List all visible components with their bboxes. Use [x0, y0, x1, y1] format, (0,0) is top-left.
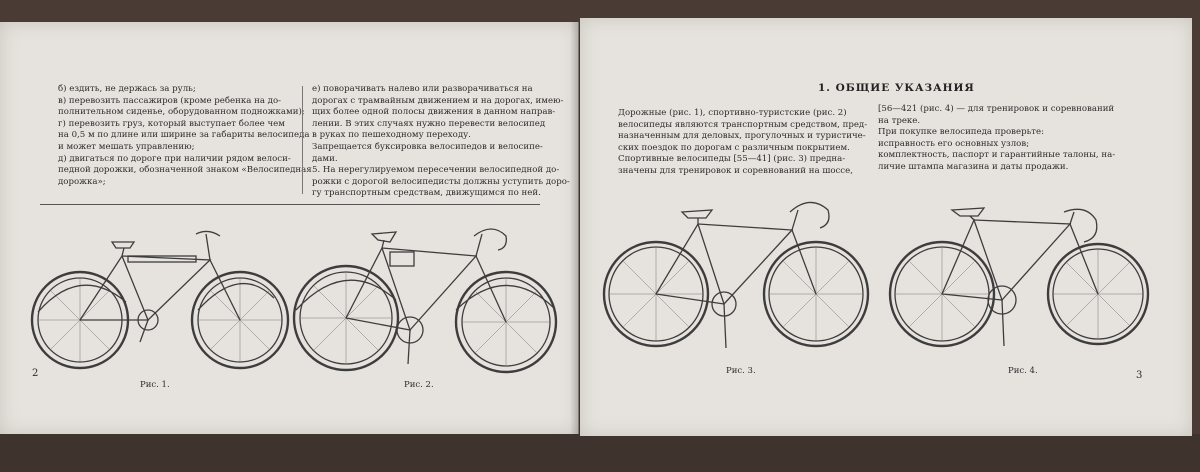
text-line: комплектность, паспорт и гарантийные талоны, на-: [878, 150, 1116, 161]
right-text-column-2: [878, 104, 1115, 174]
figure-caption: Рис. 1.: [140, 380, 170, 390]
figure-caption: Рис. 2.: [404, 380, 434, 390]
text-line: Спортивные велосипеды [55—41] (рис. 3) предна-: [618, 154, 846, 165]
text-line: г) перевозить груз, который выступает более чем: [58, 118, 285, 129]
touring-bicycle-illustration-fig2: [292, 218, 562, 378]
background-table: [0, 434, 1200, 472]
text-line: на треке.: [878, 115, 921, 126]
text-line: рожки с дорогой велосипедисты должны уступить доро-: [312, 176, 570, 187]
text-line: в руках по пешеходному переходу.: [312, 130, 471, 141]
text-line: значены для тренировок и соревнований на шоссе,: [618, 165, 853, 176]
text-line: дорожка»;: [58, 176, 106, 187]
text-line: е) поворачивать налево или разворачиваться на: [312, 84, 533, 94]
text-line: гу транспортным средствам, движущимся по ней.: [312, 188, 541, 199]
text-line: [56—421 (рис. 4) — для тренировок и соревнований: [878, 104, 1115, 114]
text-line: При покупке велосипеда проверьте:: [878, 127, 1045, 138]
text-line: исправность его основных узлов;: [878, 138, 1030, 149]
text-line: личие штампа магазина и даты продажи.: [878, 161, 1069, 172]
column-divider: [302, 86, 303, 194]
page-number: 2: [32, 368, 39, 379]
text-line: велосипеды являются транспортным средством, пред-: [618, 119, 868, 130]
text-line: дорогах с трамвайным движением и на дорогах, имею-: [312, 95, 564, 106]
left-text-column-1: [58, 84, 312, 188]
text-line: Дорожные (рис. 1), спортивно-туристские (рис. 2): [618, 108, 847, 118]
page-number: 3: [1136, 370, 1143, 381]
text-line: и может мешать управлению;: [58, 141, 195, 152]
right-text-column-1: [618, 108, 867, 178]
text-line: 5. На нерегулируемом пересечении велосипедной до-: [312, 165, 560, 176]
section-heading: 1. ОБЩИЕ УКАЗАНИЯ: [818, 82, 975, 94]
text-line: д) двигаться по дороге при наличии рядом велоси-: [58, 153, 291, 164]
sport-road-bicycle-illustration-fig3: [602, 190, 872, 360]
text-line: Запрещается буксировка велосипедов и велосипе-: [312, 141, 543, 152]
text-line: в) перевозить пассажиров (кроме ребенка на до-: [58, 95, 282, 106]
figure-caption: Рис. 3.: [726, 366, 756, 376]
text-line: щих более одной полосы движения в данном направ-: [312, 107, 556, 118]
text-line: полнительном сиденье, оборудованном подножками);: [58, 107, 305, 118]
text-line: педной дорожки, обозначенной знаком «Велосипедная: [58, 165, 312, 176]
road-bicycle-illustration-fig1: [30, 212, 290, 372]
text-line: лении. В этих случаях нужно перевести велосипед: [312, 118, 546, 129]
left-page: [0, 22, 579, 434]
text-line: назначенным для деловых, прогулочных и туристиче-: [618, 131, 866, 142]
text-line: б) ездить, не держась за руль;: [58, 84, 196, 94]
text-line: ских поездок по дорогам с различным покрытием.: [618, 142, 850, 153]
text-line: на 0,5 м по длине или ширине за габариты велосипеда: [58, 130, 310, 141]
left-text-column-2: [312, 84, 570, 200]
figure-caption: Рис. 4.: [1008, 366, 1038, 376]
right-page: [580, 18, 1192, 436]
horizontal-rule: [40, 204, 540, 205]
text-line: дами.: [312, 153, 338, 164]
track-bicycle-illustration-fig4: [886, 190, 1156, 360]
